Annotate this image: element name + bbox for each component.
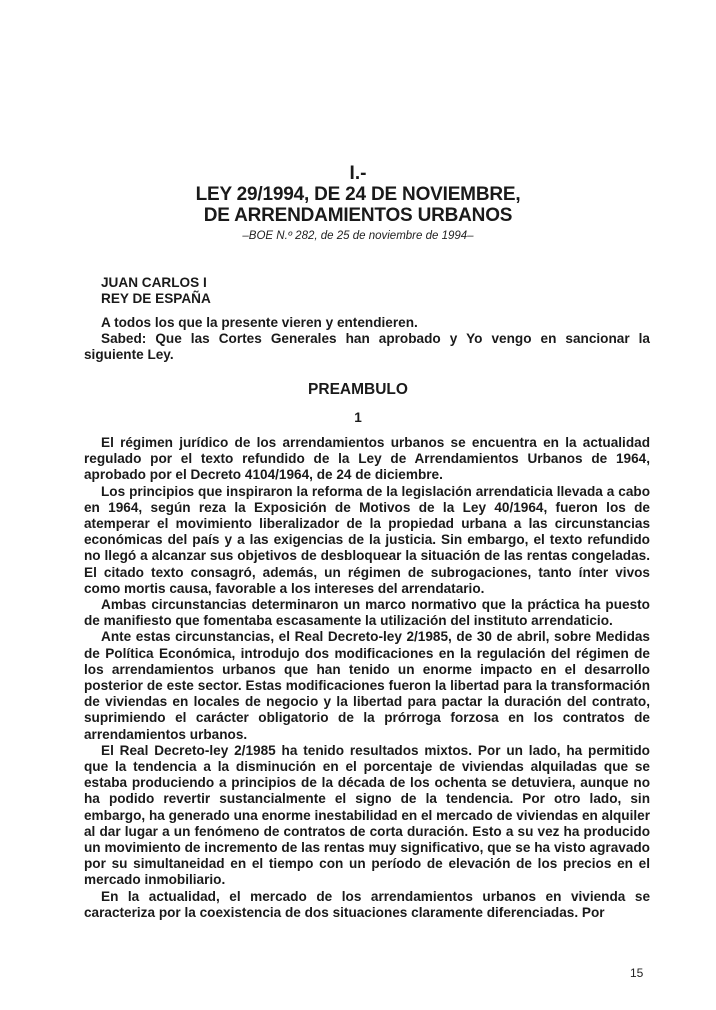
intro-line-1: A todos los que la presente vieren y entendieren. — [101, 315, 418, 330]
section-number: 1 — [354, 410, 362, 425]
preamble-heading: PREAMBULO — [308, 381, 408, 398]
signatory-name: JUAN CARLOS I — [101, 275, 207, 290]
promulgation-formula — [84, 315, 650, 364]
chapter-number: I.- — [349, 163, 367, 184]
intro-line-2: Sabed: Que las Cortes Generales han aprobado y Yo vengo en sancionar la siguiente Ley. — [84, 331, 650, 363]
signatory-title: REY DE ESPAÑA — [101, 291, 211, 307]
law-header — [0, 163, 716, 244]
paragraph: Ambas circunstancias determinaron un marco normativo que la práctica ha puesto de manifiesto que fomentaba escasamente la utilización del instituto arrendaticio. — [84, 597, 650, 629]
paragraph: El Real Decreto-ley 2/1985 ha tenido resultados mixtos. Por un lado, ha permitido que la tendencia a la disminución en el porcentaje de viviendas alquiladas que se estaba produciendo a principios de la década de los ochenta se detuviera, aunque no ha podido revertir sustancialmente el signo de la tendencia. Por otro lado, sin embargo, ha generado una enorme inestabilidad en el mercado de viviendas en alquiler al dar lugar a un fenómeno de contratos de corta duración. Esto a su vez ha producido un movimiento de incremento de las rentas muy significativo, que se ha visto agravado por su simultaneidad en el tiempo con un período de elevación de los precios en el mercado inmobiliario. — [84, 742, 650, 888]
boe-source-citation: –BOE N.º 282, de 25 de noviembre de 1994– — [242, 230, 474, 242]
paragraph: El régimen jurídico de los arrendamientos urbanos se encuentra en la actualidad regulado por el texto refundido de la Ley de Arrendamientos Urbanos de 1964, aprobado por el Decreto 4104/1964, de 24 de diciembre. — [84, 435, 650, 483]
law-title-line-2: DE ARRENDAMIENTOS URBANOS — [203, 205, 513, 226]
paragraph: Ante estas circunstancias, el Real Decreto-ley 2/1985, de 30 de abril, sobre Medidas de Política Económica, introdujo dos modificaciones en la regulación del régimen de los arrendamientos urbanos que han tenido un enorme impacto en el desarrollo posterior de este sector. Estas modificaciones fueron la libertad para la transformación de viviendas en locales de negocio y la libertad para pactar la duración del contrato, suprimiendo el carácter obligatorio de la prórroga forzosa en los contratos de arrendamientos urbanos. — [84, 629, 650, 742]
law-title-line-1: LEY 29/1994, DE 24 DE NOVIEMBRE, — [195, 184, 521, 205]
preamble-body — [84, 435, 650, 921]
signatory-block — [84, 275, 667, 307]
paragraph: Los principios que inspiraron la reforma de la legislación arrendaticia llevada a cabo en 1964, según reza la Exposición de Motivos de la Ley 40/1964, fueron los de atemperar el movimiento liberalizador de la propiedad urbana a las circunstancias económicas del país y a las exigencias de la justicia. Sin embargo, el texto refundido no llegó a alcanzar sus objetivos de desbloquear la situación de las rentas congeladas. El citado texto consagró, además, un régimen de subrogaciones, tanto ínter vivos como mortis causa, favorable a los intereses del arrendatario. — [84, 483, 650, 596]
page-number: 15 — [630, 966, 644, 980]
paragraph: En la actualidad, el mercado de los arrendamientos urbanos en vivienda se caracteriza por la coexistencia de dos situaciones claramente diferenciadas. Por — [84, 888, 650, 920]
